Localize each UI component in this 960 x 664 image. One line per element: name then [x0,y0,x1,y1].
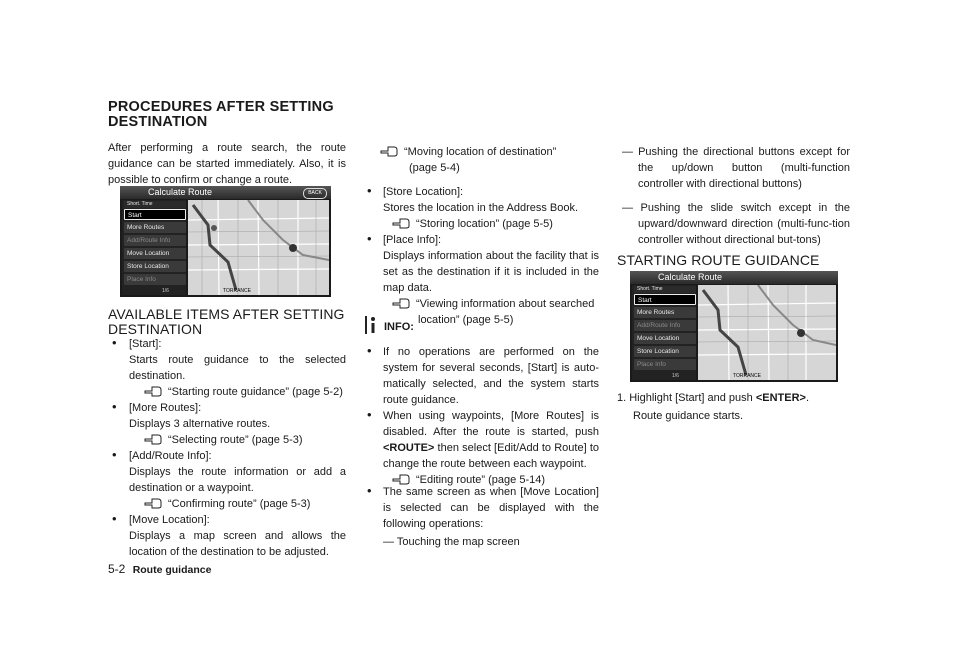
menu-item-add-route-info: Add/Route Info [124,235,186,246]
menu-item-place-info: Place Info [124,274,186,285]
page-indicator: 1/6 [672,373,679,379]
info-item-same-screen: • The same screen as when [Move Location] is selected can be displayed with the following operations: — Touching the map screen [367,483,599,548]
svg-text:TORRANCE: TORRANCE [223,288,251,294]
menu-item-more-routes: More Routes [124,222,186,233]
list-item-place-info: • [Place Info]: Displays information about the facility that is set as the destination if it is included in the map data. “Viewing information about searched location” (page 5-5) [367,231,599,326]
screen-menu [632,285,696,380]
reference-hand-icon [144,433,164,445]
list-item-move-location: • [Move Location]: Displays a map screen and allows the location of the destination to be adjusted. [112,511,346,558]
reference-hand-icon [392,297,412,309]
screen-menu [122,200,186,295]
info-heading: INFO: [365,316,414,336]
svg-text:TORRANCE: TORRANCE [733,373,761,379]
section-name: Route guidance [132,564,212,576]
move-location-ref: “Moving location of destination” (page 5-4) [380,144,600,176]
list-item-more-routes: • [More Routes]: Displays 3 alternative routes. “Selecting route” (page 5-3) [112,399,303,446]
menu-item-move-location: Move Location [634,333,696,344]
list-item-start: • [Start]: Starts route guidance to the selected destination. “Starting route guidance” (page 5-2) [112,335,346,398]
screen-title: Calculate Route [630,271,838,284]
info-item-auto-start: • If no operations are performed on the system for several seconds, [Start] is auto-matically selected, and the system starts route guidance. [367,343,599,406]
map-view [188,200,329,295]
calculate-route-screenshot [120,186,331,297]
menu-item-store-location: Store Location [634,346,696,357]
menu-item-move-location: Move Location [124,248,186,259]
menu-item-add-route-info: Add/Route Info [634,320,696,331]
step-1: 1. Highlight [Start] and push <ENTER>. [617,392,810,404]
info-icon [365,316,378,334]
page-footer [108,562,211,577]
dash-item-slide-switch: — Pushing the slide switch except in the upward/downward direction (multi-func-tion controller without directional but-tons) [622,202,850,246]
back-button: BACK [303,188,327,199]
starting-route-guidance-heading: STARTING ROUTE GUIDANCE [617,252,820,268]
available-items-heading: AVAILABLE ITEMS AFTER SETTING DESTINATION [108,306,345,337]
dash-item-touch: — Touching the map screen [383,536,520,548]
list-item-add-route-info: • [Add/Route Info]: Displays the route information or add a destination or a waypoint. “Confirming route” (page 5-3) [112,447,346,510]
step-1-result: Route guidance starts. [633,410,744,422]
menu-item-place-info: Place Info [634,359,696,370]
reference-hand-icon [144,385,164,397]
enter-key: <ENTER> [755,392,806,404]
reference-hand-icon [380,145,400,157]
map-view [698,285,836,380]
info-item-waypoints: • When using waypoints, [More Routes] is disabled. After the route is started, push <ROUTE> then select [Edit/Add to Route] to change the route between each waypoint. “Editing route” (page 5-14) [367,407,599,486]
dash-item-directional: — Pushing the directional buttons except for the up/down button (multi-function controller with directional buttons) [622,146,850,190]
reference-hand-icon [144,497,164,509]
menu-item-more-routes: More Routes [634,307,696,318]
list-item-store-location: • [Store Location]: Stores the location in the Address Book. “Storing location” (page 5-5) [367,183,579,230]
menu-item-short-time: Short. Time [634,286,696,293]
route-key: <ROUTE> [383,442,435,454]
menu-item-short-time: Short. Time [124,201,186,208]
screen-title: Calculate Route [120,186,331,199]
intro-paragraph: After performing a route search, the route guidance can be started immediately. Also, it is possible to confirm or change a route. [108,142,346,186]
page-indicator: 1/6 [162,288,169,294]
menu-item-store-location: Store Location [124,261,186,272]
section-heading: PROCEDURES AFTER SETTING DESTINATION [108,99,334,130]
menu-item-start: Start [124,209,186,220]
reference-hand-icon [392,217,412,229]
calculate-route-screenshot-2 [630,271,838,382]
page-number: 5-2 [108,562,126,576]
menu-item-start: Start [634,294,696,305]
